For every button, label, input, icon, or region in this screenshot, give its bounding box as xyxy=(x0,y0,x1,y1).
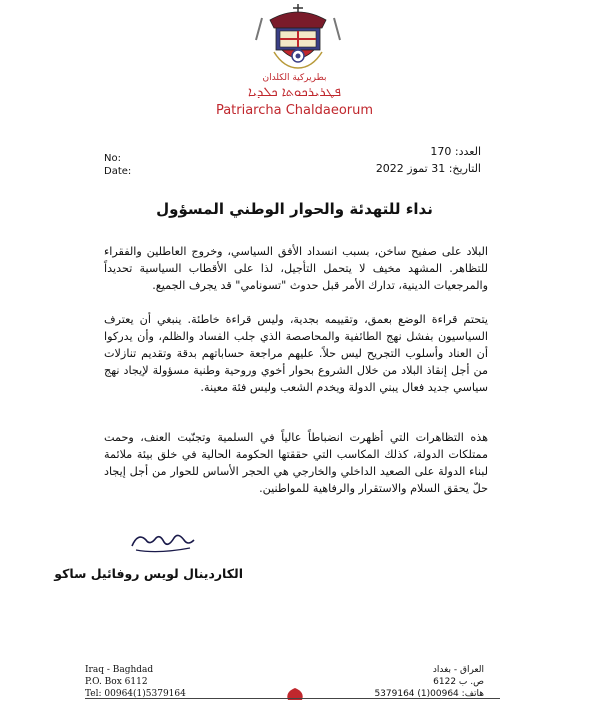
footer-address-city-ar: العراق - بغداد xyxy=(432,665,484,675)
footer-po-box: P.O. Box 6112 xyxy=(85,677,148,687)
footer-phone-ar: هاتف: 00964(1) 5379164 xyxy=(374,689,484,699)
document-date: التاريخ: 31 تموز 2022 xyxy=(375,162,481,175)
footer-address-city: Iraq - Baghdad xyxy=(85,665,154,675)
no-label: No: xyxy=(104,153,121,164)
signer-name: الكاردينال لويس روفائيل ساكو xyxy=(54,566,243,581)
footer-phone: Tel: 00964(1)5379164 xyxy=(85,689,186,699)
body-paragraph-2: يتحتم قراءة الوضع بعمق، وتقييمه بجدية، وليس قراءة خاطئة. ينبغي أن يعترف السياسيون بفشل نهج الطائفية والمحاصصة الذي جلب الفساد والظلم، وأن يدركوا أن العناد وأسلوب التجريح ليس حلاً. عليهم مراجعة حساباتهم بدقة وتقديم تنازلات من أجل إنقاذ البلاد من خلال الشروع بحوار أخوي وروحية وطنية مسؤولة لإيجاد نهج سياسي جديد فعال يبني الدولة ويخدم الشعب وليس فئة معينة. xyxy=(104,313,488,394)
body-paragraph-1: البلاد على صفيح ساخن، بسبب انسداد الأفق السياسي، وخروج العاطلين والفقراء للتظاهر. المشهد مخيف لا يتحمل التأجيل، لذا على الأقطاب السياسية تحديداً والمرجعيات الدينية، تدارك الأمر قبل حدوث "تسونامي" قد يجرف الجميع. xyxy=(104,245,488,292)
document-number: العدد: 170 xyxy=(430,145,481,158)
handwritten-signature xyxy=(128,526,198,556)
footer-po-box-ar: ص. ب 6122 xyxy=(433,677,484,687)
footer-divider xyxy=(85,698,500,699)
body-paragraph-3: هذه التظاهرات التي أظهرت انضباطاً عالياً في السلمية وتجنّبت العنف، وحمت ممتلكات الدولة، كذلك المكاسب التي حققتها الحكومة الحالية في خلق بيئة ملائمة لبناء الدولة على الصعيد الداخلي والخارجي هي الحجر الأساس للحوار من أجل إيجاد حلّ يحقق السلام والاستقرار والرفاهية للمواطنين. xyxy=(104,431,488,495)
logo-syriac-name: ܦܛܪܝܪܟܘܬܐ ܟܠܕܝܐ xyxy=(247,85,342,100)
document-title: نداء للتهدئة والحوار الوطني المسؤول xyxy=(156,200,433,218)
date-label: Date: xyxy=(104,166,132,177)
logo-arabic-name: بطريركية الكلدان xyxy=(262,73,327,83)
logo-latin-name: Patriarcha Chaldaeorum xyxy=(215,103,374,118)
patriarchate-crest-logo xyxy=(248,0,348,70)
